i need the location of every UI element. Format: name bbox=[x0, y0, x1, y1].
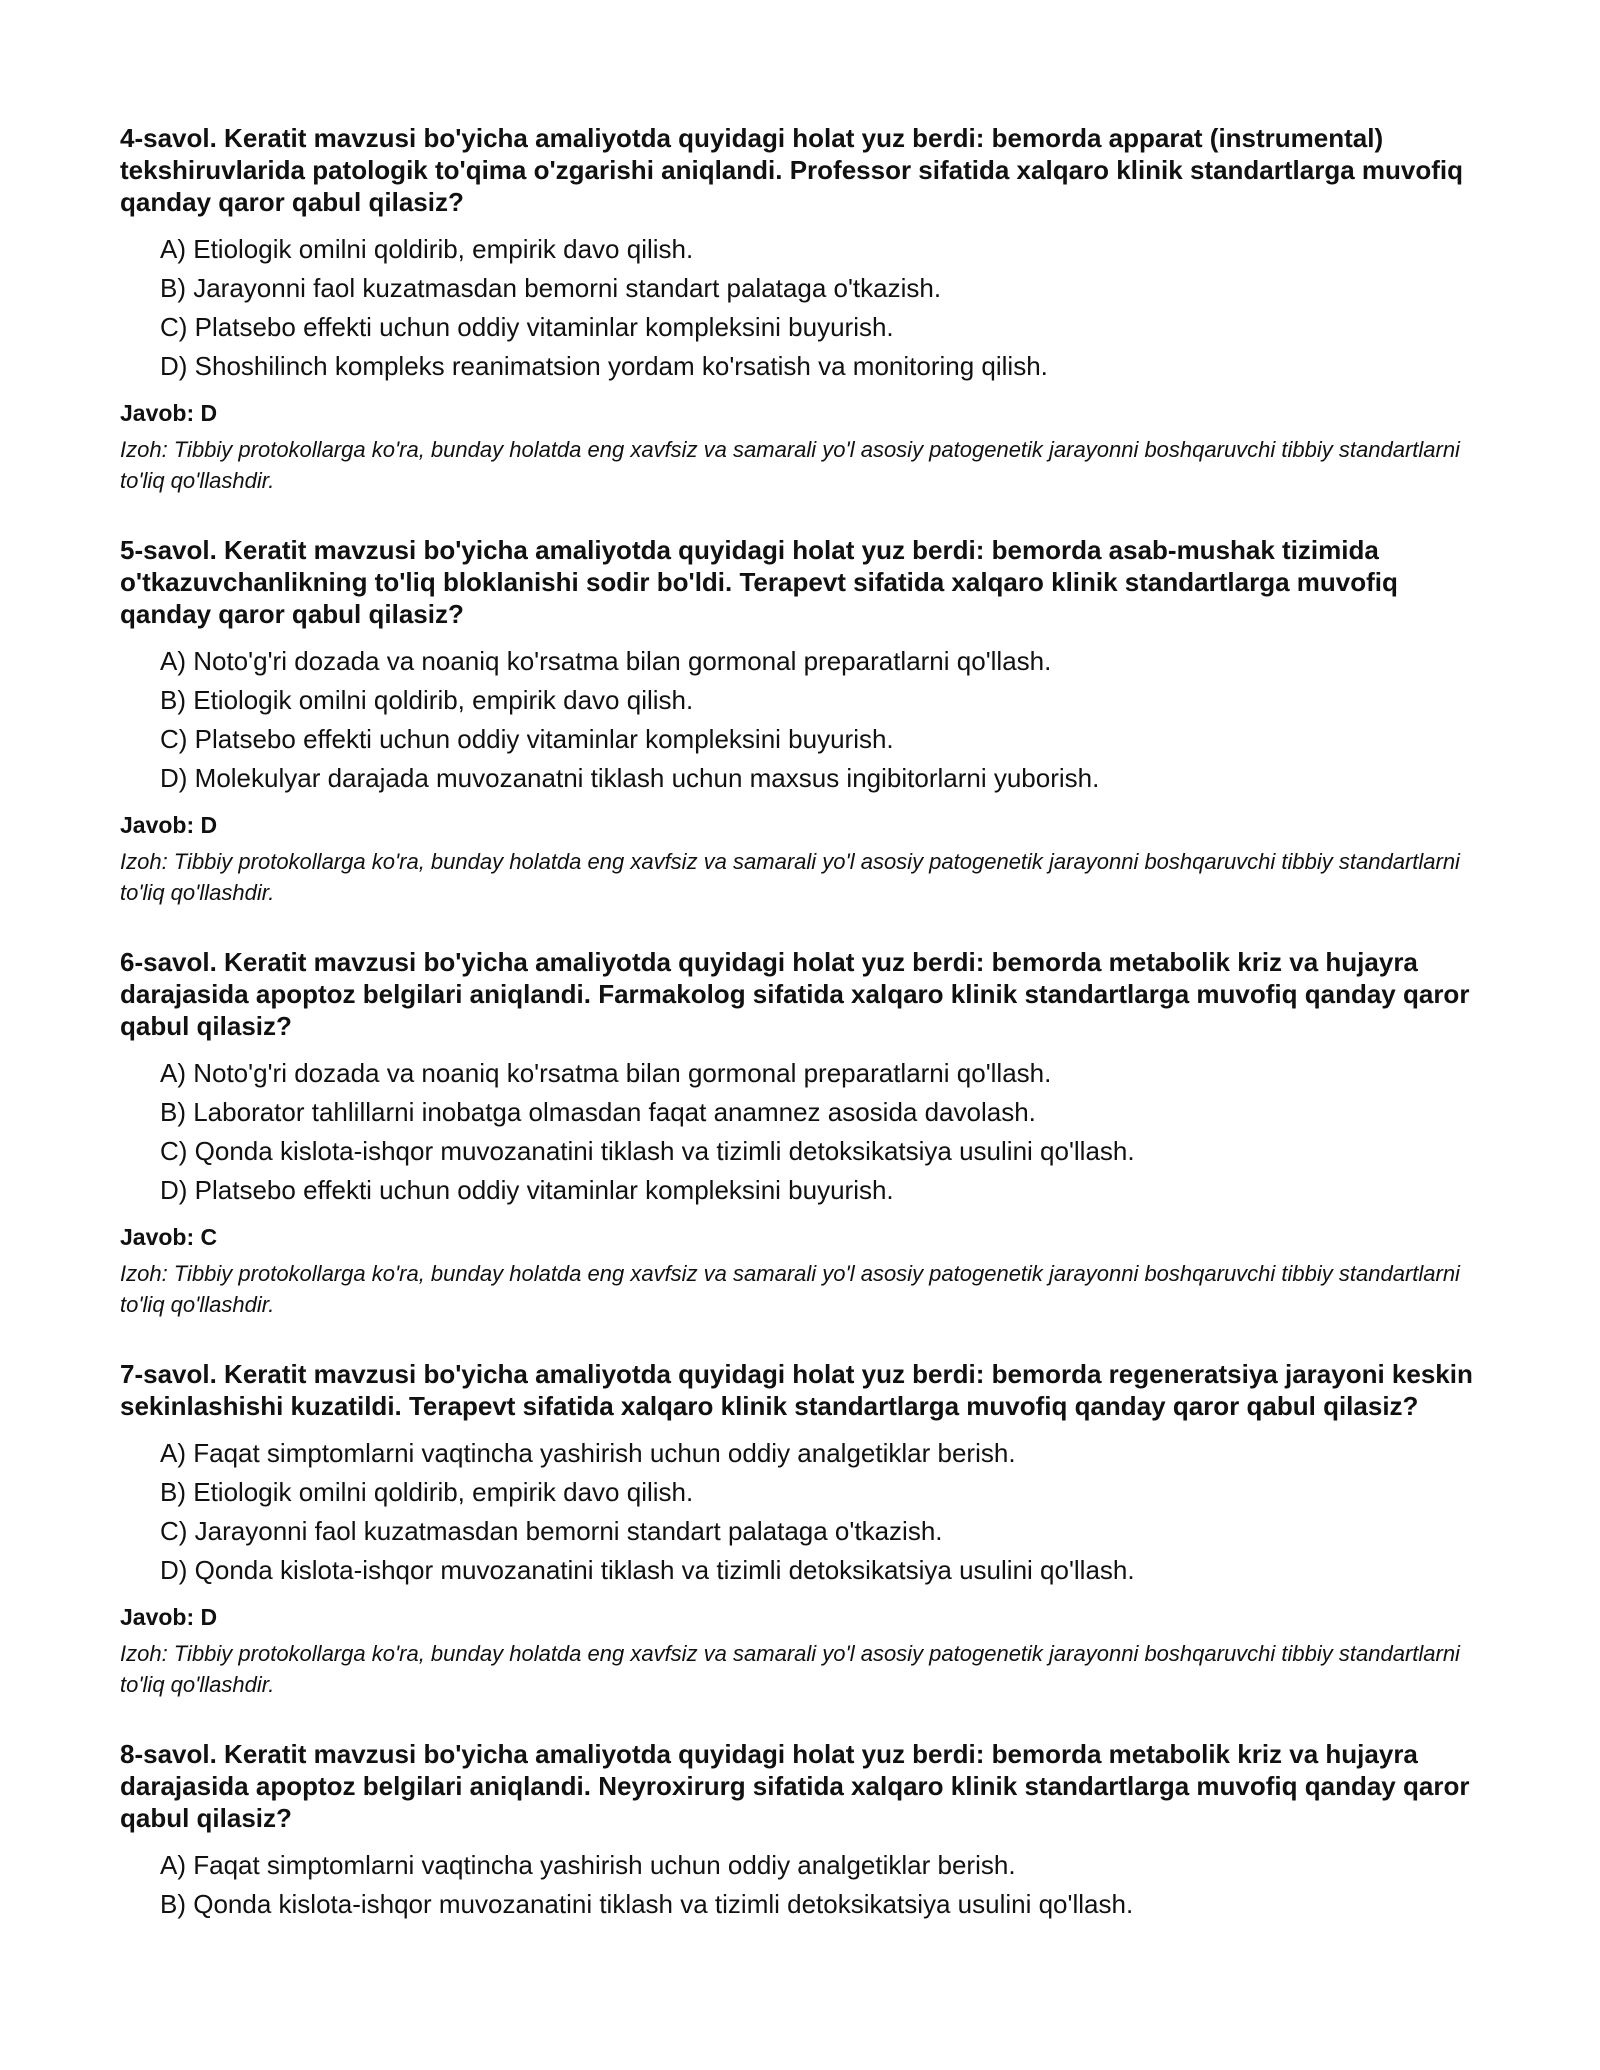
answer-label: Javob: C bbox=[120, 1224, 218, 1250]
option-c: C) Qonda kislota-ishqor muvozanatini tiklash va tizimli detoksikatsiya usulini qo'llash. bbox=[160, 1136, 1135, 1166]
option-list bbox=[120, 1434, 1480, 1590]
question-title: 6-savol. Keratit mavzusi bo'yicha amaliyotda quyidagi holat yuz berdi: bemorda metabolik kriz va hujayra darajasida apoptoz belgilari aniqlandi. Farmakolog sifatida xalqaro klinik standartlarga muvofiq qanday qaror qabul qilasiz? bbox=[120, 947, 1470, 1041]
option-d: D) Platsebo effekti uchun oddiy vitaminlar kompleksini buyurish. bbox=[160, 1175, 894, 1205]
question-title: 5-savol. Keratit mavzusi bo'yicha amaliyotda quyidagi holat yuz berdi: bemorda asab-mushak tizimida o'tkazuvchanlikning to'liq bloklanishi sodir bo'ldi. Terapevt sifatida xalqaro klinik standartlarga muvofiq qanday qaror qabul qilasiz? bbox=[120, 535, 1398, 629]
document-page bbox=[120, 122, 1480, 1962]
option-list bbox=[120, 230, 1480, 386]
option-list bbox=[120, 1846, 1480, 1924]
explanation-note: Izoh: Tibbiy protokollarga ko'ra, bunday holatda eng xavfsiz va samarali yo'l asosiy patogenetik jarayonni boshqaruvchi tibbiy standartlarni to'liq qo'llashdir. bbox=[120, 1641, 1460, 1697]
option-b: B) Laborator tahlillarni inobatga olmasdan faqat anamnez asosida davolash. bbox=[160, 1097, 1036, 1127]
answer-label: Javob: D bbox=[120, 1604, 218, 1630]
answer-label: Javob: D bbox=[120, 400, 218, 426]
question-block bbox=[120, 1738, 1480, 1924]
answer-label: Javob: D bbox=[120, 812, 218, 838]
option-c: C) Platsebo effekti uchun oddiy vitaminlar kompleksini buyurish. bbox=[160, 312, 894, 342]
option-a: A) Faqat simptomlarni vaqtincha yashirish uchun oddiy analgetiklar berish. bbox=[160, 1850, 1016, 1880]
question-block bbox=[120, 122, 1480, 496]
question-title: 8-savol. Keratit mavzusi bo'yicha amaliyotda quyidagi holat yuz berdi: bemorda metabolik kriz va hujayra darajasida apoptoz belgilari aniqlandi. Neyroxirurg sifatida xalqaro klinik standartlarga muvofiq qanday qaror qabul qilasiz? bbox=[120, 1739, 1470, 1833]
explanation-note: Izoh: Tibbiy protokollarga ko'ra, bunday holatda eng xavfsiz va samarali yo'l asosiy patogenetik jarayonni boshqaruvchi tibbiy standartlarni to'liq qo'llashdir. bbox=[120, 437, 1460, 493]
question-title: 7-savol. Keratit mavzusi bo'yicha amaliyotda quyidagi holat yuz berdi: bemorda regeneratsiya jarayoni keskin sekinlashishi kuzatildi. Terapevt sifatida xalqaro klinik standartlarga muvofiq qanday qaror qabul qilasiz? bbox=[120, 1359, 1473, 1421]
explanation-note: Izoh: Tibbiy protokollarga ko'ra, bunday holatda eng xavfsiz va samarali yo'l asosiy patogenetik jarayonni boshqaruvchi tibbiy standartlarni to'liq qo'llashdir. bbox=[120, 849, 1460, 905]
option-b: B) Jarayonni faol kuzatmasdan bemorni standart palataga o'tkazish. bbox=[160, 273, 942, 303]
option-b: B) Etiologik omilni qoldirib, empirik davo qilish. bbox=[160, 685, 694, 715]
option-d: D) Molekulyar darajada muvozanatni tiklash uchun maxsus ingibitorlarni yuborish. bbox=[160, 763, 1100, 793]
explanation-note: Izoh: Tibbiy protokollarga ko'ra, bunday holatda eng xavfsiz va samarali yo'l asosiy patogenetik jarayonni boshqaruvchi tibbiy standartlarni to'liq qo'llashdir. bbox=[120, 1261, 1460, 1317]
option-b: B) Etiologik omilni qoldirib, empirik davo qilish. bbox=[160, 1477, 694, 1507]
option-c: C) Platsebo effekti uchun oddiy vitaminlar kompleksini buyurish. bbox=[160, 724, 894, 754]
option-a: A) Etiologik omilni qoldirib, empirik davo qilish. bbox=[160, 234, 694, 264]
question-block bbox=[120, 534, 1480, 908]
option-a: A) Faqat simptomlarni vaqtincha yashirish uchun oddiy analgetiklar berish. bbox=[160, 1438, 1016, 1468]
question-block bbox=[120, 946, 1480, 1320]
option-d: D) Shoshilinch kompleks reanimatsion yordam ko'rsatish va monitoring qilish. bbox=[160, 351, 1048, 381]
option-d: D) Qonda kislota-ishqor muvozanatini tiklash va tizimli detoksikatsiya usulini qo'llash. bbox=[160, 1555, 1135, 1585]
question-block bbox=[120, 1358, 1480, 1700]
option-a: A) Noto'g'ri dozada va noaniq ko'rsatma bilan gormonal preparatlarni qo'llash. bbox=[160, 1058, 1052, 1088]
option-list bbox=[120, 1054, 1480, 1210]
option-b: B) Qonda kislota-ishqor muvozanatini tiklash va tizimli detoksikatsiya usulini qo'llash. bbox=[160, 1889, 1134, 1919]
question-title: 4-savol. Keratit mavzusi bo'yicha amaliyotda quyidagi holat yuz berdi: bemorda apparat (instrumental) tekshiruvlarida patologik to'qima o'zgarishi aniqlandi. Professor sifatida xalqaro klinik standartlarga muvofiq qanday qaror qabul qilasiz? bbox=[120, 123, 1464, 217]
option-c: C) Jarayonni faol kuzatmasdan bemorni standart palataga o'tkazish. bbox=[160, 1516, 943, 1546]
option-list bbox=[120, 642, 1480, 798]
option-a: A) Noto'g'ri dozada va noaniq ko'rsatma bilan gormonal preparatlarni qo'llash. bbox=[160, 646, 1052, 676]
